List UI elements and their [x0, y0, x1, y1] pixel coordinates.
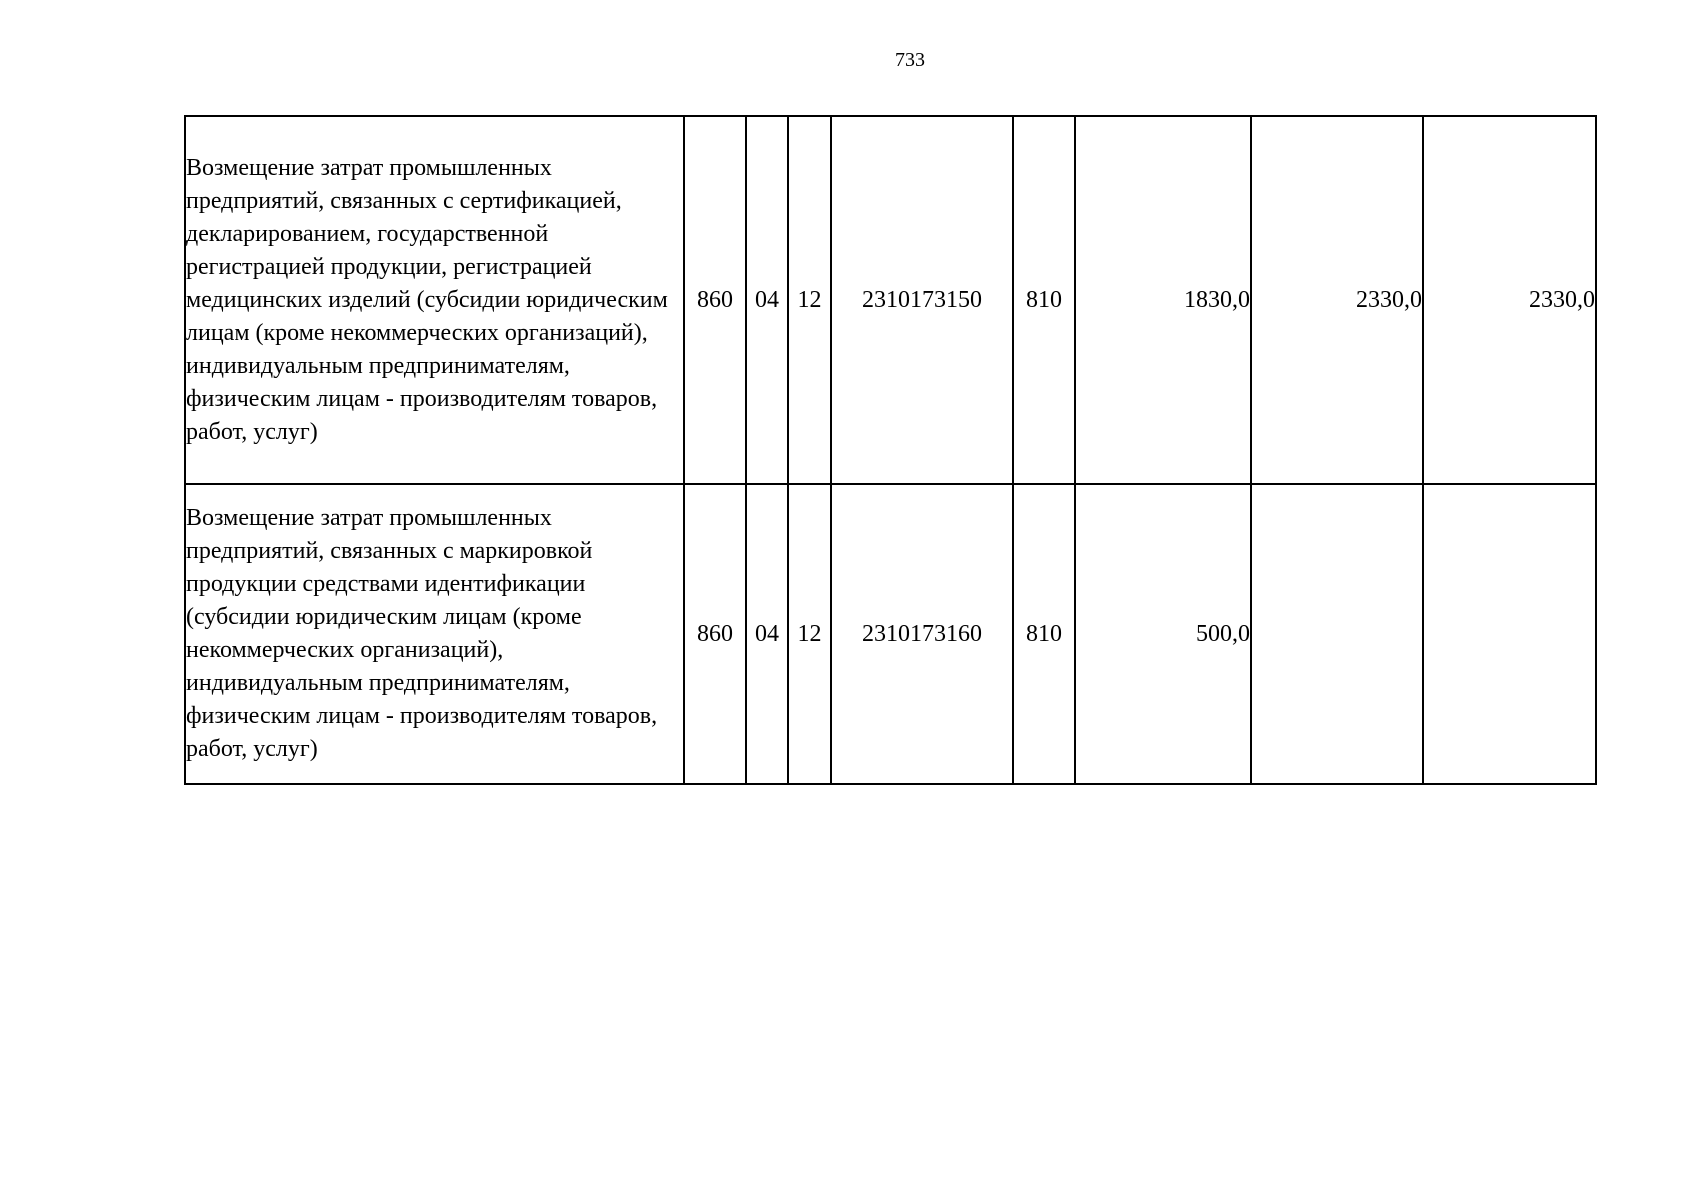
expense-description: Возмещение затрат промышленных предприятий, связанных с сертификацией, декларированием, государственной регистрацией продукции, регистрацией медицинских изделий (субсидии юридическим лицам (кроме некоммерческих организаций), индивидуальным предпринимателям, физическим лицам - производителям товаров, работ, услуг): [185, 116, 684, 484]
subsection-code: 12: [788, 116, 831, 484]
table-row: [185, 484, 1596, 784]
table-row: [185, 116, 1596, 484]
expense-type-code: 810: [1013, 484, 1075, 784]
ministry-code: 860: [684, 116, 746, 484]
section-code: 04: [746, 116, 788, 484]
amount-year-2: [1251, 484, 1423, 784]
target-article-code: 2310173150: [831, 116, 1013, 484]
amount-year-1: 500,0: [1075, 484, 1251, 784]
amount-year-2: 2330,0: [1251, 116, 1423, 484]
expense-description: Возмещение затрат промышленных предприятий, связанных с маркировкой продукции средствами идентификации (субсидии юридическим лицам (кроме некоммерческих организаций), индивидуальным предпринимателям, физическим лицам - производителям товаров, работ, услуг): [185, 484, 684, 784]
subsection-code: 12: [788, 484, 831, 784]
amount-year-3: 2330,0: [1423, 116, 1596, 484]
section-code: 04: [746, 484, 788, 784]
amount-year-3: [1423, 484, 1596, 784]
budget-table: [184, 115, 1597, 785]
target-article-code: 2310173160: [831, 484, 1013, 784]
page-number: 733: [895, 49, 925, 71]
amount-year-1: 1830,0: [1075, 116, 1251, 484]
expense-type-code: 810: [1013, 116, 1075, 484]
ministry-code: 860: [684, 484, 746, 784]
